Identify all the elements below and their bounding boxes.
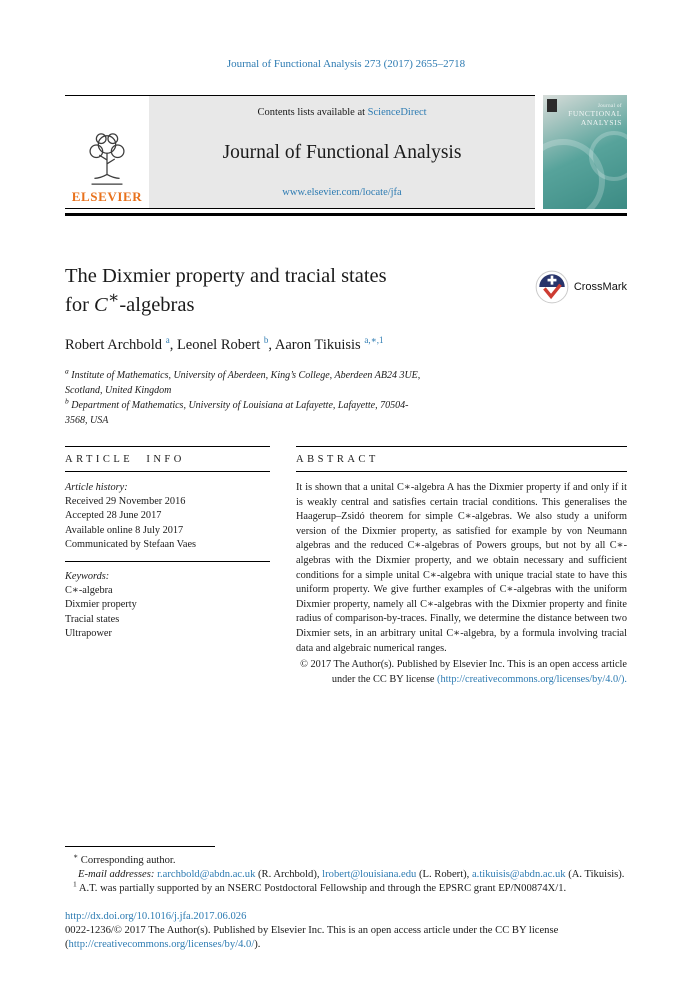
affiliation-text: Department of Mathematics, University of Louisiana at Lafayette, Lafayette, 70504-3568, USA: [65, 399, 409, 426]
elsevier-wordmark: ELSEVIER: [71, 189, 143, 204]
elsevier-logo[interactable]: [65, 96, 149, 208]
affiliation-marker: a: [65, 366, 69, 376]
email-link[interactable]: lrobert@louisiana.edu: [322, 869, 417, 881]
affiliation: [65, 398, 430, 428]
email-owner: (A. Tikuisis).: [565, 869, 625, 881]
abstract-text: It is shown that a unital C∗-algebra A has the Dixmier property if and only if it is weakly central and satisfies certain tracial conditions. This generalises the Haagerup–Zsidó theorem for simple C∗-algebras. We also study a uniform version of the Dixmier property, as satisfied for example by von Neumann algebras and the reduced C∗-algebras of Powers groups, but not by all C∗-algebras with the Dixmier property, and we obtain necessary and sufficient conditions for a simple unital C∗-algebra with unique tracial state to have this uniform property. We give further examples of C∗-algebras with the uniform Dixmier property, namely all C∗-algebras with the Dixmier property and finite radius of comparison-by-traces. Finally, we determine the distance between two Dixmier sets, in an arbitrary unital C∗-algebra, by a formula involving tracial data and algebraic numerical ranges.: [296, 481, 627, 654]
author-name: Leonel Robert: [176, 336, 261, 353]
author: [177, 337, 275, 353]
info-abstract-section: [65, 446, 627, 688]
keywords-label: Keywords:: [65, 570, 110, 582]
title-math-c: C: [94, 294, 108, 317]
affiliation-marker: b: [65, 396, 69, 406]
crossmark-icon: [535, 270, 569, 304]
funding-text: A.T. was partially supported by an NSERC Postdoctoral Fellowship and through the EPSRC grant EP/N00874X/1.: [76, 883, 567, 895]
title-row: [65, 262, 627, 321]
journal-citation-link[interactable]: Journal of Functional Analysis 273 (2017) 2655–2718: [226, 58, 466, 70]
author-affiliation-link[interactable]: a,∗,1: [364, 335, 384, 346]
affiliation-text: Institute of Mathematics, University of Aberdeen, King’s College, Aberdeen AB24 3UE, Scotland, United Kingdom: [65, 369, 421, 396]
authors-line: [65, 337, 627, 354]
author: [65, 337, 177, 353]
cover-journal-of: Journal of: [597, 104, 622, 109]
cover-title: [568, 104, 622, 127]
article-title: [65, 262, 535, 321]
cover-functional: FUNCTIONAL: [568, 109, 622, 118]
author: [275, 337, 384, 353]
history-label: Article history:: [65, 481, 128, 493]
keyword-item: Dixmier property: [65, 599, 137, 611]
doi-link[interactable]: http://dx.doi.org/10.1016/j.jfa.2017.06.026: [65, 910, 247, 922]
emails-label: E-mail addresses:: [78, 869, 158, 881]
journal-header: [65, 95, 627, 209]
email-owner: (L. Robert),: [416, 869, 472, 881]
history-item: Communicated by Stefaan Vaes: [65, 538, 197, 550]
keyword-item: Ultrapower: [65, 627, 112, 639]
author-separator: ,: [169, 336, 177, 353]
title-line2-prefix: for: [65, 294, 95, 317]
title-line1: The Dixmier property and tracial states: [65, 264, 387, 287]
article-info-heading: ARTICLE INFO: [65, 446, 270, 472]
sciencedirect-link[interactable]: ScienceDirect: [367, 107, 427, 118]
keyword-item: Tracial states: [65, 613, 120, 625]
corresponding-author-note: [65, 851, 627, 868]
header-divider: [65, 213, 627, 216]
abstract-heading: ABSTRACT: [296, 446, 627, 472]
cc-license-link[interactable]: (http://creativecommons.org/licenses/by/4.0/).: [437, 673, 627, 685]
elsevier-tree-icon: [83, 130, 131, 188]
copyright-text: © 2017 The Author(s). Published by Elsevier Inc. This is an open access article under the CC BY license: [300, 659, 627, 685]
history-item: Accepted 28 June 2017: [65, 510, 162, 522]
journal-title: Journal of Functional Analysis: [222, 141, 462, 163]
cc-license-link-bottom[interactable]: http://creativecommons.org/licenses/by/4.0/: [68, 938, 255, 950]
email-addresses-note: [65, 868, 627, 882]
issn-close: ).: [254, 938, 261, 950]
affiliation: [65, 368, 430, 398]
footnote-divider: [65, 846, 215, 847]
cover-emblem: [547, 99, 557, 112]
journal-url-link[interactable]: www.elsevier.com/locate/jfa: [282, 187, 402, 198]
issn-copyright-line: [65, 924, 627, 952]
author-affiliation-link[interactable]: b: [263, 335, 269, 346]
journal-header-banner: [65, 95, 535, 209]
keywords-divider: [65, 561, 270, 562]
title-line2-suffix: -algebras: [119, 294, 195, 317]
keyword-item: C∗-algebra: [65, 585, 113, 597]
article-info-body: [65, 472, 270, 641]
footnotes-section: [65, 846, 627, 952]
email-link[interactable]: a.tikuisis@abdn.ac.uk: [471, 869, 566, 881]
crossmark-label: CrossMark: [573, 280, 627, 293]
issn-text: 0022-1236/© 2017 The Author(s). Published by Elsevier Inc. This is an open access article under the CC BY license (: [65, 924, 559, 950]
author-name: Aaron Tikuisis: [274, 336, 361, 353]
journal-banner-center: [149, 96, 535, 208]
funding-note: [65, 879, 627, 896]
email-link[interactable]: r.archbold@abdn.ac.uk: [157, 869, 256, 881]
article-info-column: [65, 446, 270, 688]
author-affiliation-link[interactable]: a: [165, 335, 170, 346]
affiliations: [65, 368, 430, 428]
author-separator: ,: [268, 336, 275, 353]
history-item: Available online 8 July 2017: [65, 524, 184, 536]
author-name: Robert Archbold: [65, 336, 163, 353]
journal-citation-line: [65, 0, 627, 70]
contents-line: [155, 107, 529, 118]
corresponding-author-text: Corresponding author.: [78, 855, 176, 866]
title-math-star: ∗: [107, 288, 120, 308]
contents-prefix: Contents lists available at: [257, 107, 368, 118]
abstract-column: [296, 446, 627, 688]
journal-cover-thumbnail[interactable]: [543, 95, 627, 209]
crossmark-badge[interactable]: [535, 270, 627, 304]
doi-line: [65, 910, 627, 924]
footnote-star-marker: ∗: [73, 851, 79, 861]
copyright-note: [296, 658, 627, 687]
cover-analysis: ANALYSIS: [580, 118, 622, 127]
history-item: Received 29 November 2016: [65, 496, 186, 508]
email-owner: (R. Archbold),: [255, 869, 323, 881]
footnote-one-marker: 1: [73, 879, 77, 889]
